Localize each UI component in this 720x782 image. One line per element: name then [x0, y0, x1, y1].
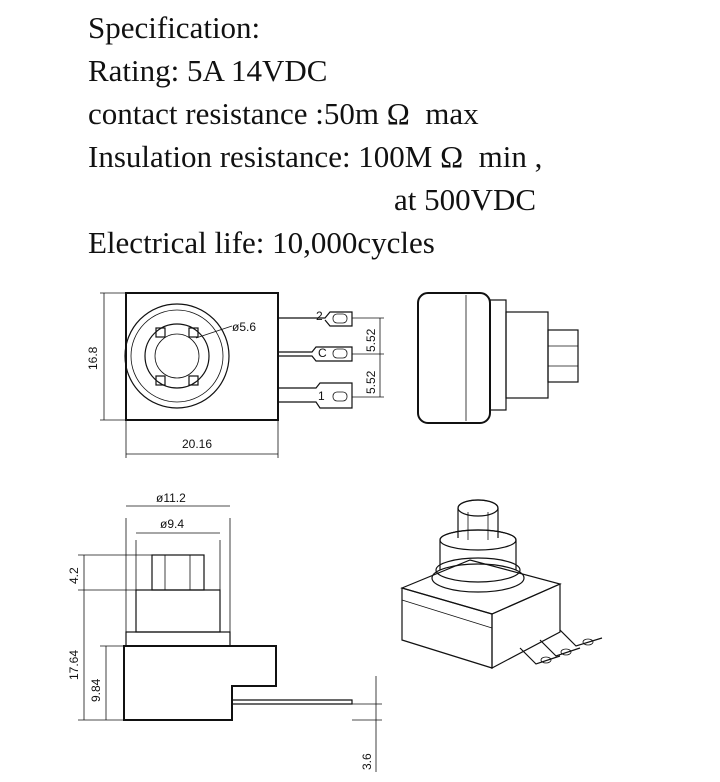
spec-contact-resistance: contact resistance :50m Ω max [88, 96, 479, 131]
iso-button-top [458, 500, 498, 516]
elev-button-height: 4.2 [67, 567, 81, 584]
iso-left-face [402, 588, 492, 668]
diameter-leader [196, 326, 232, 338]
iso-button [458, 500, 498, 538]
iso-terminal-3 [560, 630, 602, 646]
side-bushing [506, 312, 548, 398]
elev-terminal [232, 686, 352, 704]
terminal-mid-hole [333, 349, 347, 358]
elev-body-height: 9.84 [89, 678, 103, 702]
iso-top-face [402, 560, 560, 614]
front-view [86, 293, 384, 458]
front-collar-outer [125, 304, 229, 408]
elev-terminal-length: 3.6 [360, 753, 374, 770]
front-height-dim: 16.8 [86, 346, 100, 370]
spec-title: Specification: [88, 10, 261, 45]
terminal-label-2: C [318, 346, 327, 360]
front-pitch-bottom: 5.52 [364, 370, 378, 394]
terminal-top-hole [333, 314, 347, 323]
side-view-right [418, 293, 578, 423]
side-collar [490, 300, 506, 410]
elev-collar [126, 632, 230, 646]
elev-outer-diameter: ø11.2 [156, 491, 186, 505]
spec-electrical-life: Electrical life: 10,000cycles [88, 225, 435, 260]
front-latch-tr [189, 328, 198, 337]
elev-total-height: 17.64 [67, 649, 81, 680]
iso-terminal-2 [540, 640, 580, 656]
front-pitch-top: 5.52 [364, 328, 378, 352]
elev-bushing [136, 590, 220, 632]
side-button [548, 330, 578, 382]
elev-button [152, 555, 204, 590]
front-latch-tl [156, 328, 165, 337]
terminal-label-1: 2 [316, 309, 323, 323]
front-button-hole [155, 334, 199, 378]
front-width-dim: 20.16 [182, 437, 213, 451]
iso-right-face [492, 584, 560, 668]
elev-inner-diameter: ø9.4 [160, 517, 185, 531]
front-diameter-label: ø5.6 [232, 320, 257, 334]
spec-insulation-resistance: Insulation resistance: 100M Ω min , [88, 139, 543, 174]
terminal-label-3: 1 [318, 389, 325, 403]
terminal-bot-hole [333, 392, 347, 401]
iso-edge-line [402, 600, 492, 628]
side-view-bottom [67, 491, 382, 772]
spec-rating: Rating: 5A 14VDC [88, 53, 328, 88]
elev-body [124, 646, 276, 720]
terminal-bot [278, 383, 352, 408]
spec-insulation-condition: at 500VDC [394, 182, 537, 217]
side-body [418, 293, 490, 423]
isometric-view [402, 500, 602, 668]
iso-bushing-top [440, 530, 516, 550]
